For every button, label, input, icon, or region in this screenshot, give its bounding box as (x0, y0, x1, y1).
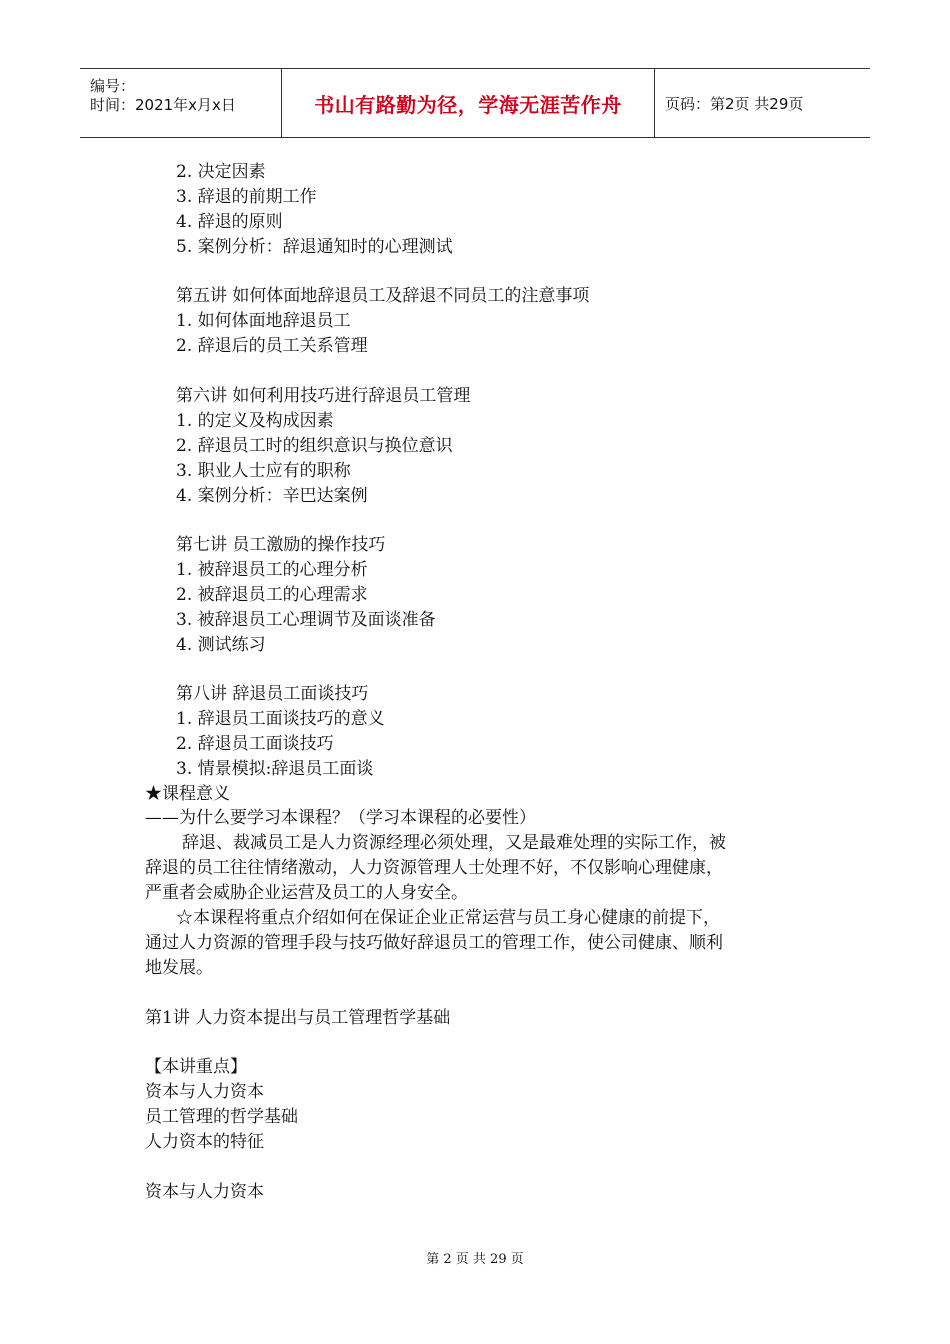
paragraph-line: 辞退、裁减员工是人力资源经理必须处理，又是最难处理的实际工作，被 (182, 833, 726, 853)
body-line: 资本与人力资本 (145, 1182, 264, 1202)
paragraph-line: 严重者会威胁企业运营及员工的人身安全。 (145, 883, 468, 903)
body-line: 资本与人力资本 (145, 1082, 264, 1102)
doc-number-label: 编号： (90, 77, 136, 95)
body-line: 3. 被辞退员工心理调节及面谈准备 (176, 610, 436, 630)
paragraph-line: 通过人力资源的管理手段与技巧做好辞退员工的管理工作，使公司健康、顺利 (145, 933, 723, 953)
body-line: 1. 如何体面地辞退员工 (176, 311, 351, 331)
body-line: 1. 辞退员工面谈技巧的意义 (176, 709, 385, 729)
doc-date-label: 时间：2021年x月x日 (90, 96, 236, 114)
body-line: 3. 辞退的前期工作 (176, 187, 317, 207)
lecture-heading: 第八讲 辞退员工面谈技巧 (176, 684, 369, 704)
paragraph-line: 地发展。 (145, 958, 213, 978)
header-page-number: 页码：第2页 共29页 (665, 94, 804, 113)
lecture-heading: 第六讲 如何利用技巧进行辞退员工管理 (176, 386, 471, 406)
body-line: 2. 决定因素 (176, 162, 266, 182)
body-line: 3. 情景模拟:辞退员工面谈 (176, 759, 374, 779)
body-line: 2. 辞退员工时的组织意识与换位意识 (176, 436, 453, 456)
body-line: 人力资本的特征 (145, 1132, 264, 1152)
body-line: 2. 辞退员工面谈技巧 (176, 734, 334, 754)
lecture-heading: 第1讲 人力资本提出与员工管理哲学基础 (145, 1008, 451, 1028)
body-line: 3. 职业人士应有的职称 (176, 461, 351, 481)
paragraph-line: ☆本课程将重点介绍如何在保证企业正常运营与员工身心健康的前提下， (176, 908, 720, 928)
page-footer: 第 2 页 共 29 页 (426, 1252, 524, 1267)
paragraph-line: 辞退的员工往往情绪激动，人力资源管理人士处理不好，不仅影响心理健康， (145, 858, 723, 878)
body-line: 2. 被辞退员工的心理需求 (176, 585, 368, 605)
lecture-heading: 第五讲 如何体面地辞退员工及辞退不同员工的注意事项 (176, 286, 590, 306)
body-line: 1. 的定义及构成因素 (176, 411, 334, 431)
body-line: 4. 测试练习 (176, 635, 266, 655)
body-line: 4. 辞退的原则 (176, 212, 283, 232)
header-slogan: 书山有路勤为径，学海无涯苦作舟 (314, 92, 622, 117)
body-line: 2. 辞退后的员工关系管理 (176, 336, 368, 356)
key-points-heading: 【本讲重点】 (145, 1057, 247, 1077)
body-line: 员工管理的哲学基础 (145, 1107, 298, 1127)
body-line: 1. 被辞退员工的心理分析 (176, 560, 368, 580)
body-line: ——为什么要学习本课程？（学习本课程的必要性） (145, 808, 536, 828)
body-line: 5. 案例分析：辞退通知时的心理测试 (176, 237, 453, 257)
section-heading: ★课程意义 (145, 784, 230, 804)
lecture-heading: 第七讲 员工激励的操作技巧 (176, 535, 386, 555)
body-line: 4. 案例分析：辛巴达案例 (176, 486, 368, 506)
